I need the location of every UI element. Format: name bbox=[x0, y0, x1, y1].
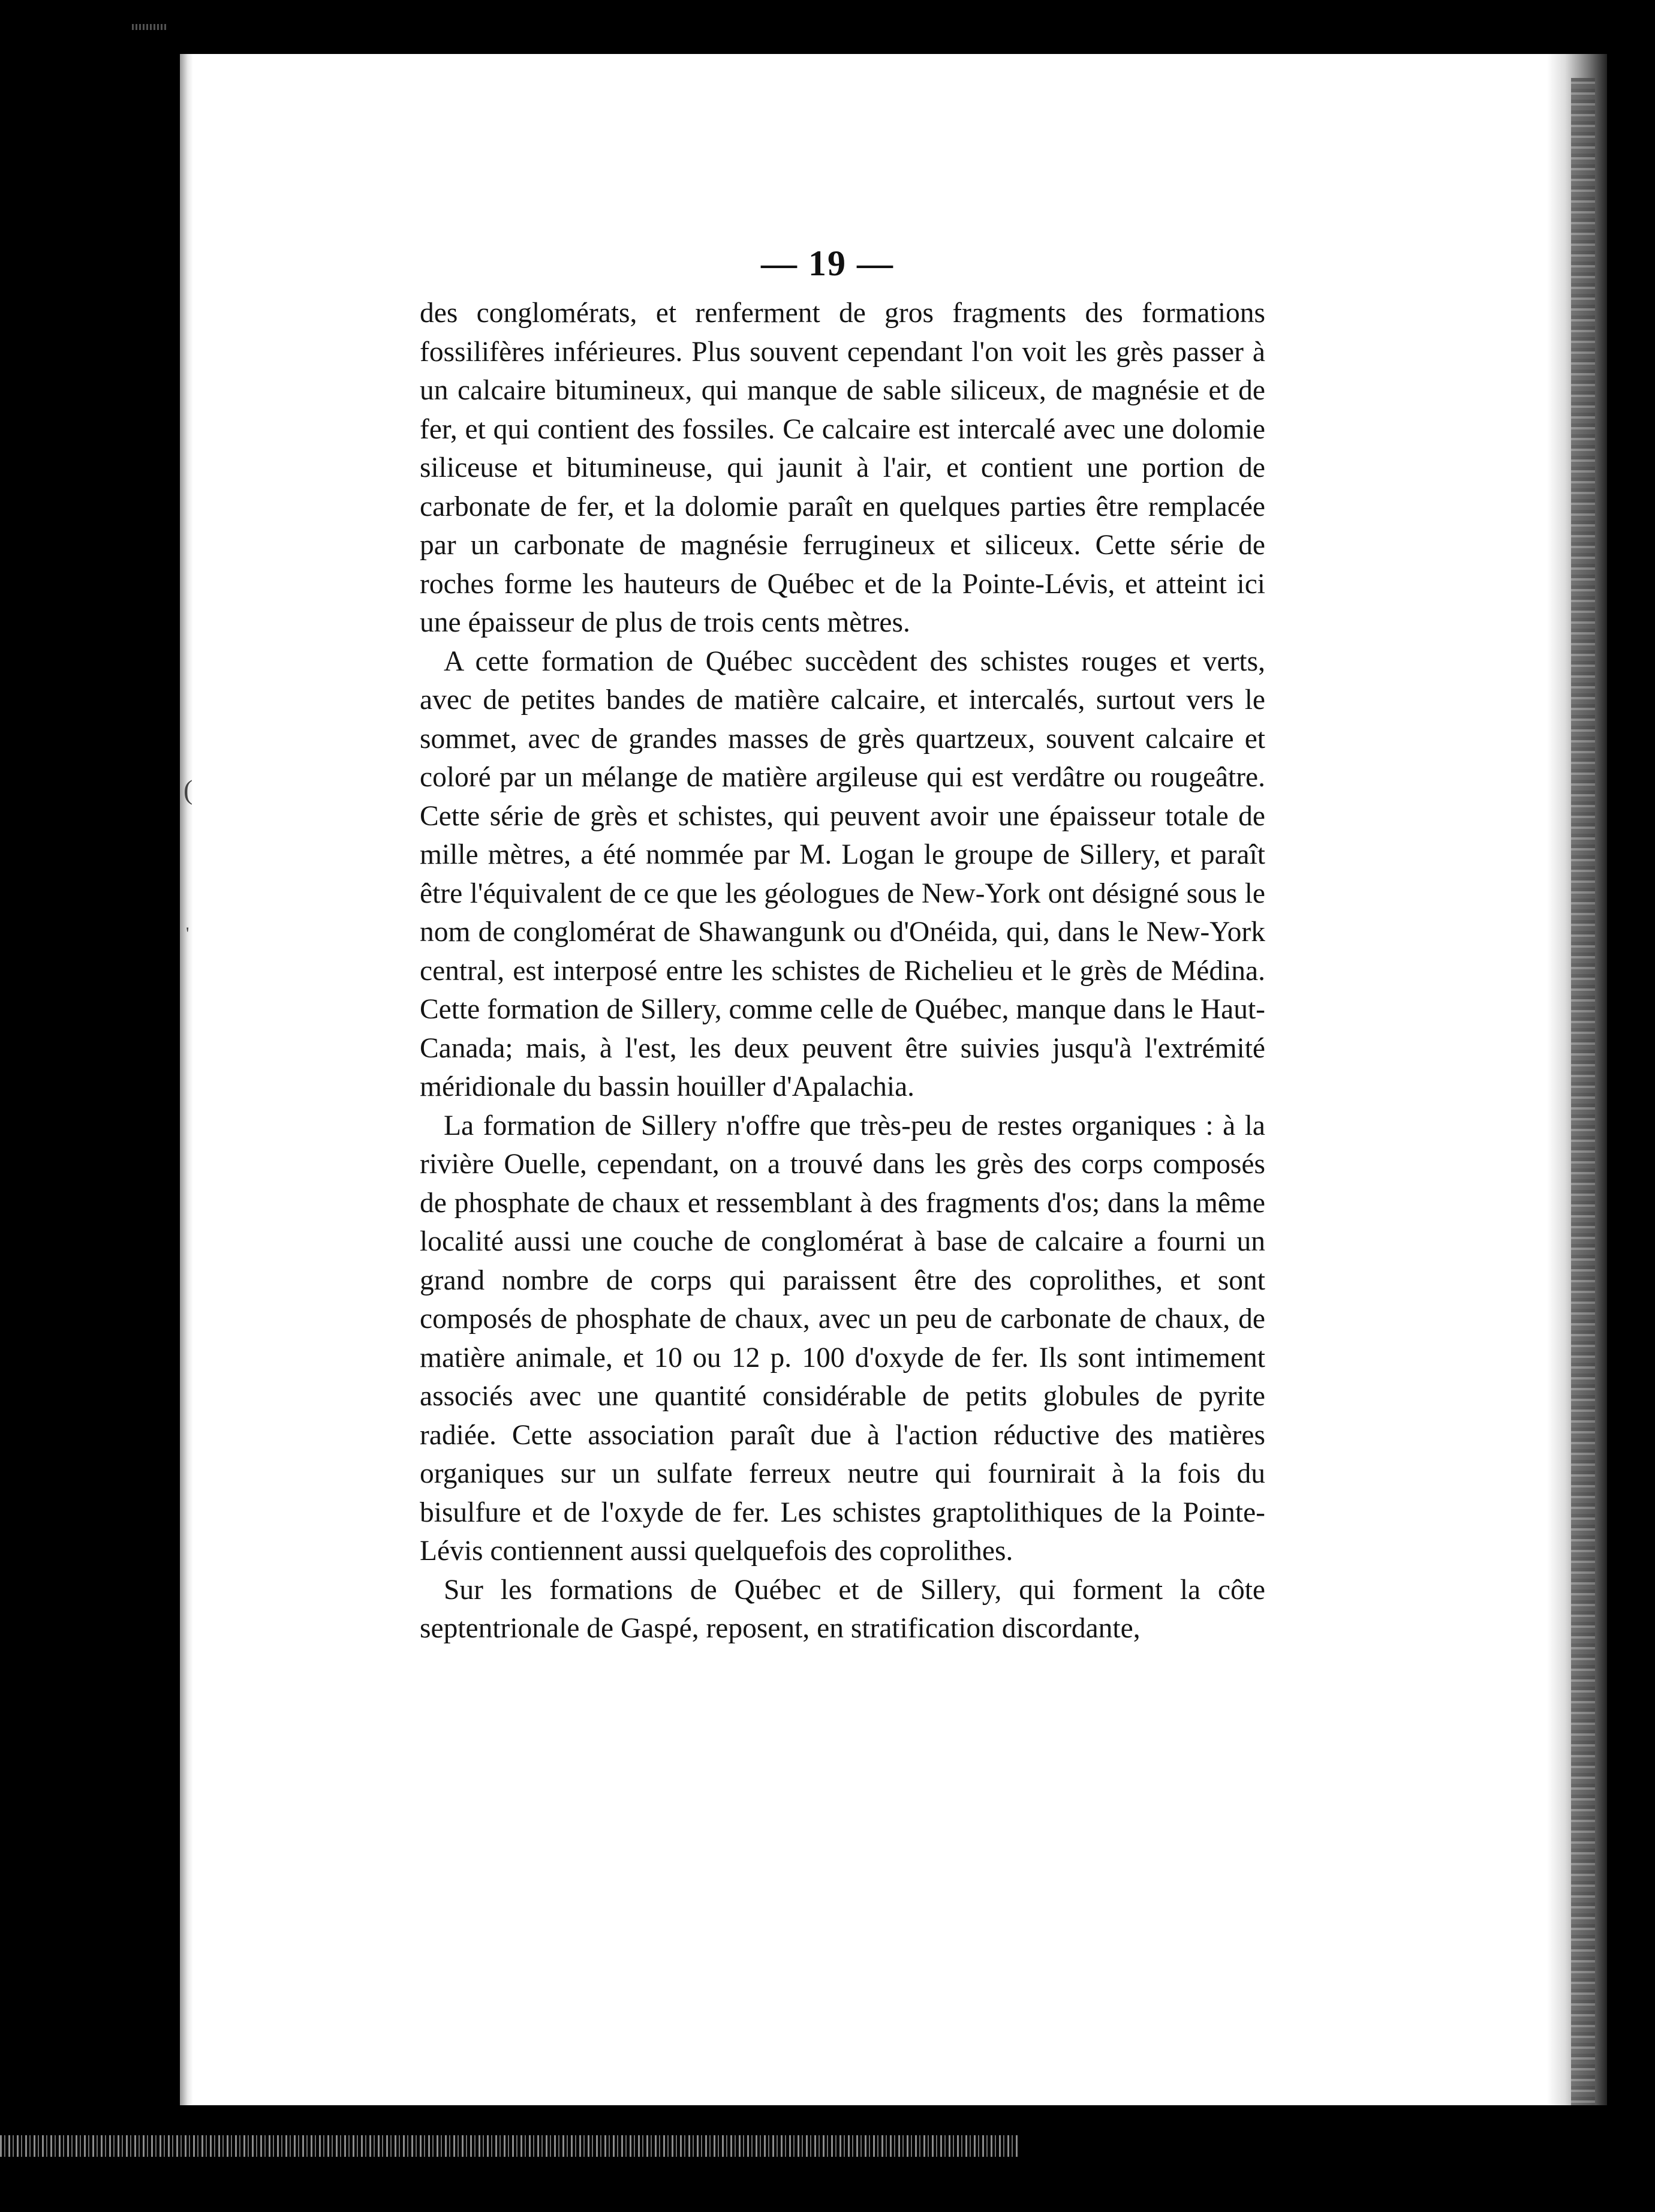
binding-strip bbox=[1571, 78, 1595, 2105]
paragraph: La formation de Sillery n'offre que très-peu de restes organiques : à la rivière Ouelle, cependant, on a trouvé dans les grès des corps composés de phosphate de chaux et ressemblant à des fragments d'os; dans la même localité aussi une couche de conglomérat à base de calcaire a fourni un grand nombre de corps qui paraissent être des coprolithes, et sont composés de phosphate de chaux, avec un peu de carbonate de chaux, de matière animale, et 10 ou 12 p. 100 d'oxyde de fer. Ils sont intimement associés avec une quantité considérable de petits globules de pyrite radiée. Cette association paraît due à l'action réductive des matières organiques sur un sulfate ferreux neutre qui fournirait à la fois du bisulfure et de l'oxyde de fer. Les schistes graptolithiques de la Pointe-Lévis contiennent aussi quelquefois des coprolithes. bbox=[420, 1110, 1265, 1567]
page-left-edge bbox=[180, 54, 193, 2105]
page-number: — 19 — bbox=[761, 244, 894, 283]
paragraph: des conglomérats, et renferment de gros fragments des formations fossilifères inférieures. Plus souvent cependant l'on voit les grès passer à un calcaire bitumineux, qui manque de sable siliceux, de magnésie et de fer, et qui contient des fossiles. Ce calcaire est intercalé avec une dolomie siliceuse et bitumineuse, qui jaunit à l'air, et contient une portion de carbonate de fer, et la dolomie paraît en quelques parties être remplacée par un carbonate de magnésie ferrugineux et siliceux. Cette série de roches forme les hauteurs de Québec et de la Pointe-Lévis, et atteint ici une épaisseur de plus de trois cents mètres. bbox=[420, 297, 1265, 638]
body-text bbox=[420, 294, 1265, 1648]
margin-mark: ( bbox=[183, 774, 193, 805]
paragraph: A cette formation de Québec succèdent des schistes rouges et verts, avec de petites bandes de matière calcaire, et intercalés, surtout vers le sommet, avec de grandes masses de grès quartzeux, souvent calcaire et coloré par un mélange de matière argileuse qui est verdâtre ou rougeâtre. Cette série de grès et schistes, qui peuvent avoir une épaisseur totale de mille mètres, a été nommée par M. Logan le groupe de Sillery, et paraît être l'équivalent de ce que les géologues de New-York ont désigné sous le nom de conglomérat de Shawangunk ou d'Onéida, qui, dans le New-York central, est interposé entre les schistes de Richelieu et le grès de Médina. Cette formation de Sillery, comme celle de Québec, manque dans le Haut-Canada; mais, à l'est, les deux peuvent être suivies jusqu'à l'extrémité méridionale du bassin houiller d'Apalachia. bbox=[420, 645, 1265, 1102]
paragraph: Sur les formations de Québec et de Sillery, qui forment la côte septentrionale de Gaspé, reposent, en stratification discordante, bbox=[420, 1574, 1265, 1644]
scan-marks-top bbox=[132, 24, 168, 30]
scan-marks-bottom bbox=[0, 2135, 1019, 2157]
margin-mark: ' bbox=[186, 924, 189, 943]
